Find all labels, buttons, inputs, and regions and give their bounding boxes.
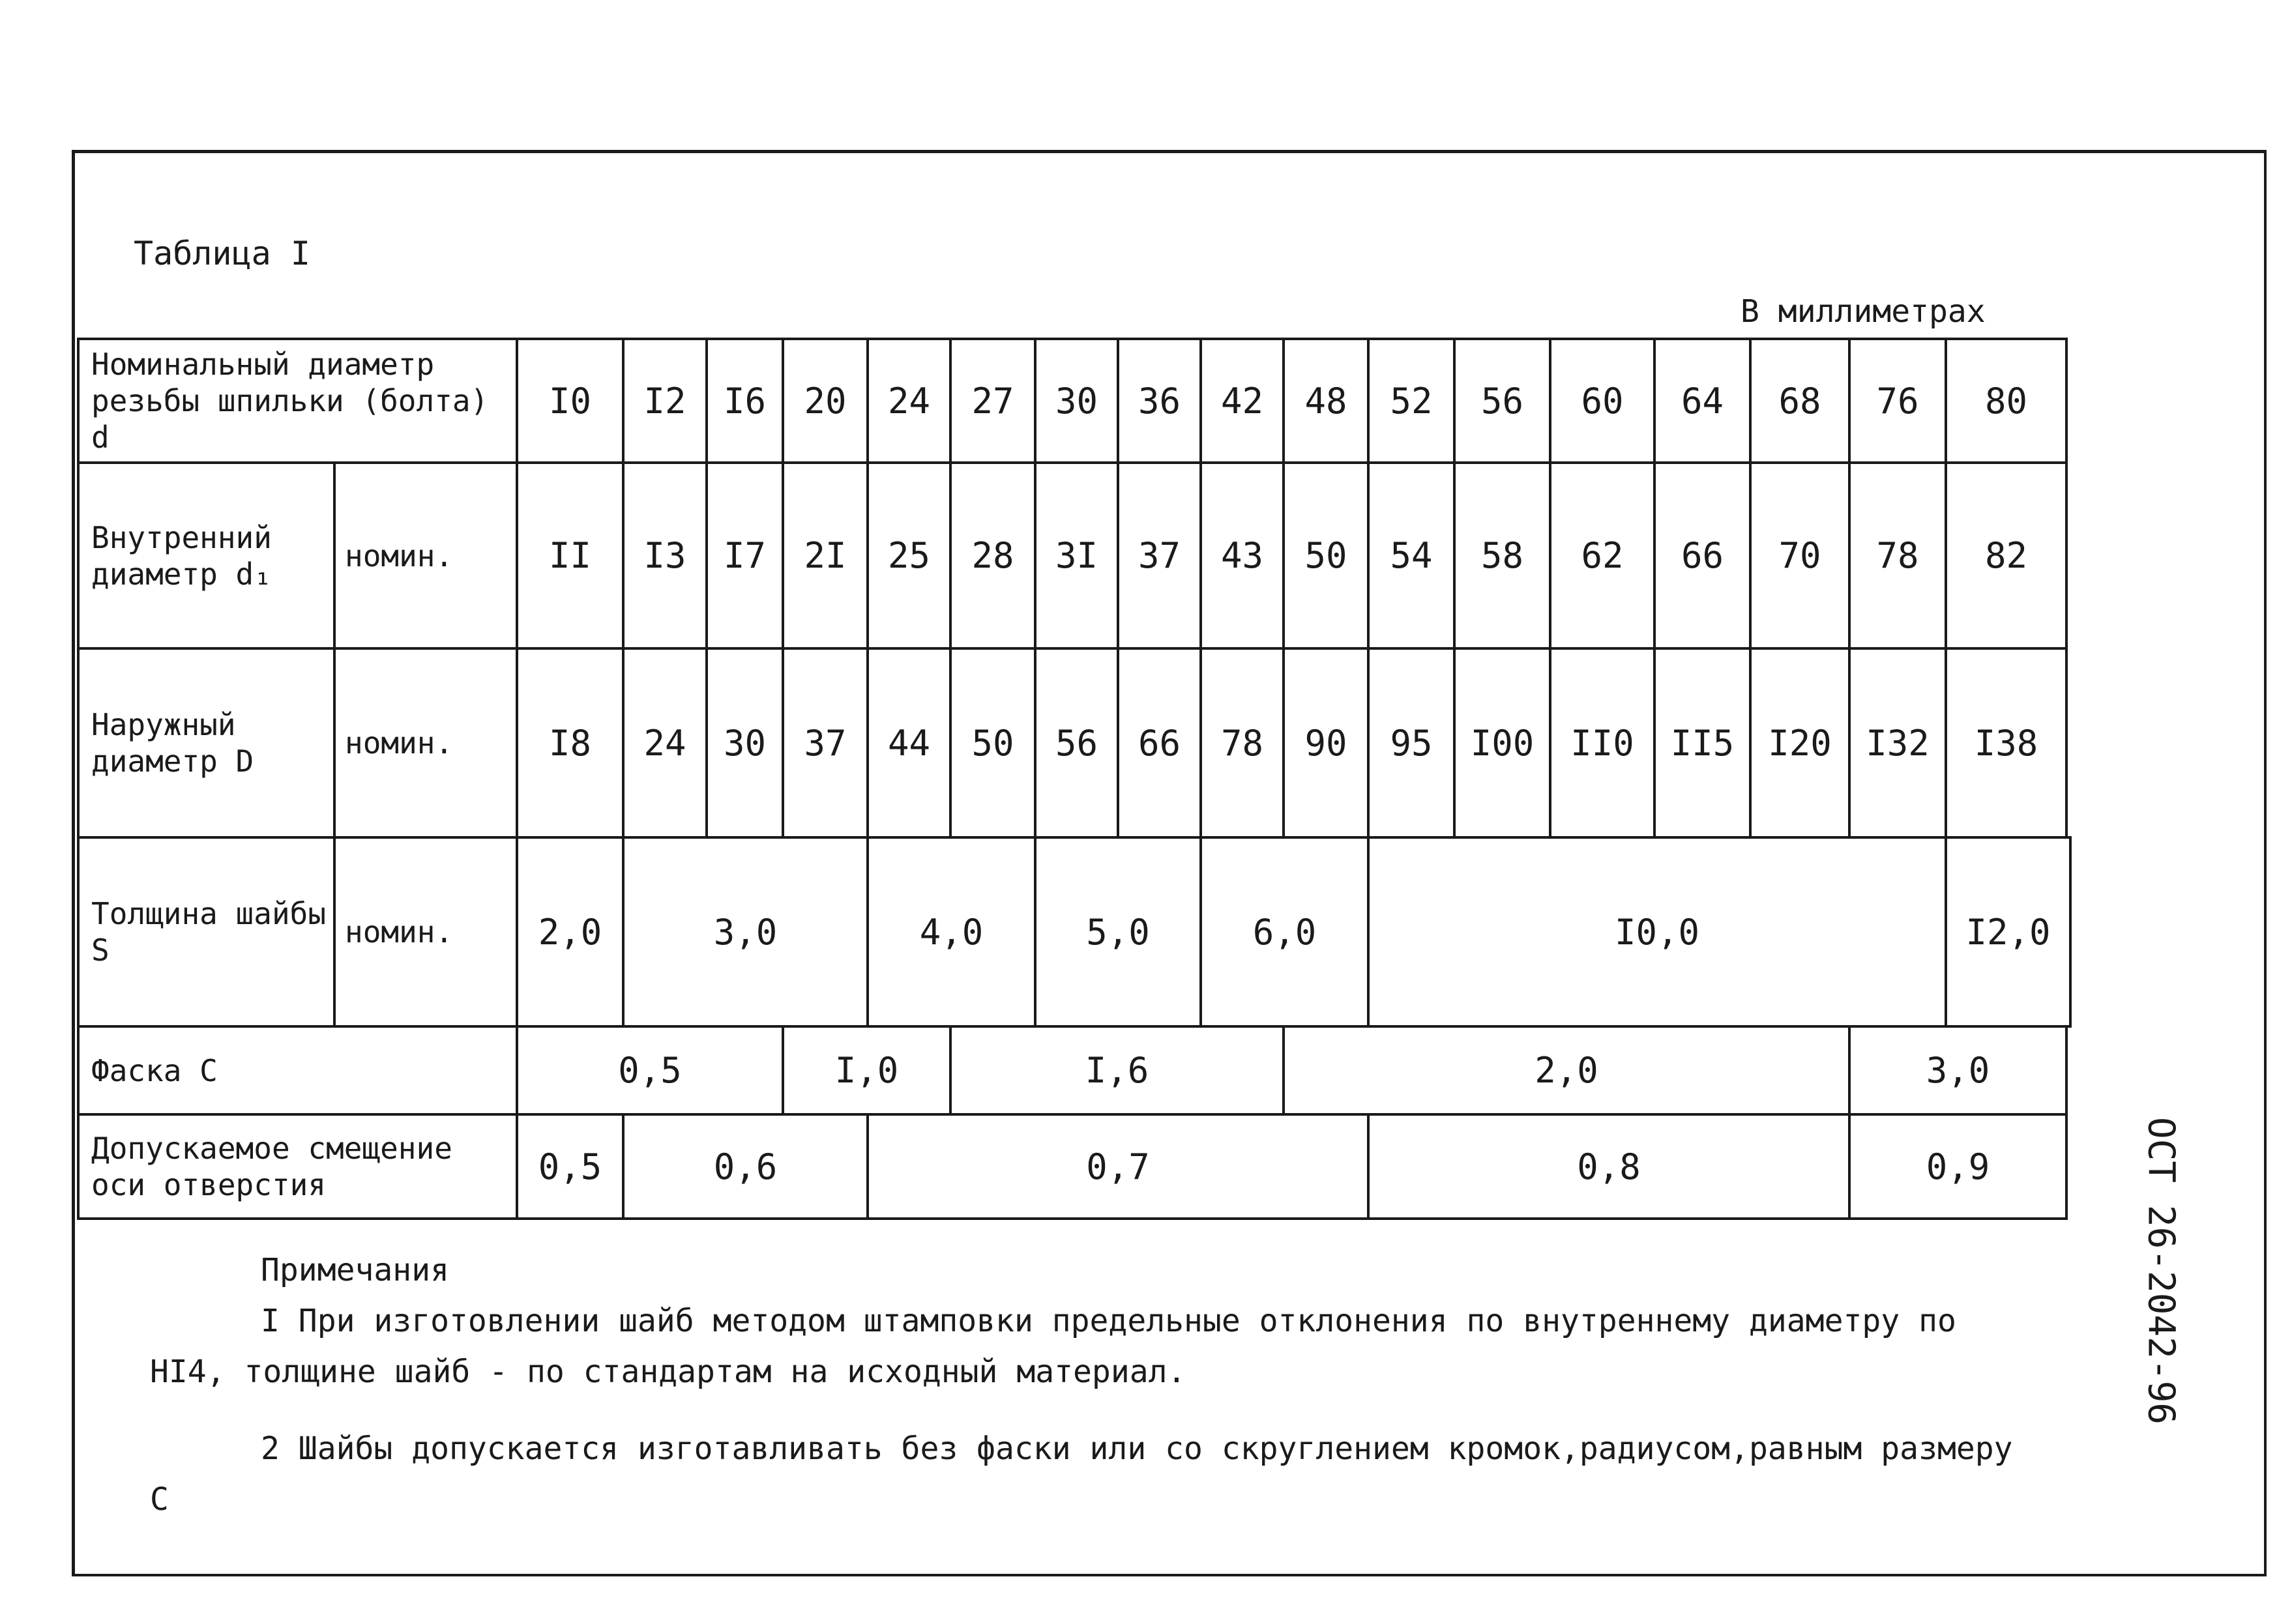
d-cell: 27 xyxy=(950,339,1035,463)
d1-cell: 58 xyxy=(1454,463,1550,648)
d-cell: I0 xyxy=(517,339,623,463)
D-cell: 50 xyxy=(950,648,1035,837)
D-cell: 30 xyxy=(707,648,783,837)
table-title: Таблица I xyxy=(134,235,310,272)
d-cell: I2 xyxy=(623,339,707,463)
d-cell: 42 xyxy=(1201,339,1284,463)
row-inner-diameter xyxy=(78,463,2070,648)
d-cell: 30 xyxy=(1035,339,1118,463)
D-cell: 78 xyxy=(1201,648,1284,837)
offset-cell: 0,8 xyxy=(1368,1114,1849,1219)
d-cell: 48 xyxy=(1284,339,1368,463)
d1-cell: 78 xyxy=(1849,463,1946,648)
label-chamfer: Фаска C xyxy=(78,1026,517,1114)
row-nominal-diameter xyxy=(78,339,2070,463)
D-cell: 66 xyxy=(1118,648,1201,837)
C-cell: 2,0 xyxy=(1284,1026,1849,1114)
D-cell: 56 xyxy=(1035,648,1118,837)
document-code xyxy=(2132,1116,2190,1425)
d1-cell: 70 xyxy=(1750,463,1849,648)
D-cell: 90 xyxy=(1284,648,1368,837)
D-cell: I38 xyxy=(1946,648,2066,837)
C-cell: I,6 xyxy=(950,1026,1284,1114)
d-cell: I6 xyxy=(707,339,783,463)
D-cell: I8 xyxy=(517,648,623,837)
S-cell: 2,0 xyxy=(517,837,623,1026)
note-1: I При изготовлении шайб методом штамповки предельные отклонения по внутреннему диаметру по HI4, толщине шайб - по стандартам на исходный материал. xyxy=(150,1303,1956,1390)
D-cell: I00 xyxy=(1454,648,1550,837)
S-cell: 5,0 xyxy=(1035,837,1201,1026)
sub-nominal: номин. xyxy=(334,648,517,837)
row-hole-offset xyxy=(78,1114,2070,1219)
D-cell: 37 xyxy=(783,648,868,837)
row-thickness xyxy=(78,837,2070,1026)
d-cell: 20 xyxy=(783,339,868,463)
d-cell: 36 xyxy=(1118,339,1201,463)
d1-cell: 25 xyxy=(868,463,950,648)
D-cell: 44 xyxy=(868,648,950,837)
sub-nominal: номин. xyxy=(334,463,517,648)
offset-cell: 0,9 xyxy=(1849,1114,2066,1219)
offset-cell: 0,6 xyxy=(623,1114,868,1219)
S-cell: 4,0 xyxy=(868,837,1035,1026)
d1-cell: 28 xyxy=(950,463,1035,648)
d1-cell: 62 xyxy=(1550,463,1654,648)
d1-cell: I7 xyxy=(707,463,783,648)
d-cell: 80 xyxy=(1946,339,2066,463)
units-label: В миллиметрах xyxy=(1741,293,1986,330)
d1-cell: II xyxy=(517,463,623,648)
D-cell: 95 xyxy=(1368,648,1454,837)
C-cell: 3,0 xyxy=(1849,1026,2066,1114)
d1-cell: 37 xyxy=(1118,463,1201,648)
D-cell: 24 xyxy=(623,648,707,837)
d1-cell: 43 xyxy=(1201,463,1284,648)
row-outer-diameter xyxy=(78,648,2070,837)
d-cell: 64 xyxy=(1654,339,1750,463)
S-cell: 6,0 xyxy=(1201,837,1368,1026)
D-cell: I32 xyxy=(1849,648,1946,837)
notes-section xyxy=(150,1245,2014,1525)
C-cell: I,0 xyxy=(783,1026,950,1114)
d-cell: 56 xyxy=(1454,339,1550,463)
d-cell: 68 xyxy=(1750,339,1849,463)
d-cell: 76 xyxy=(1849,339,1946,463)
d-cell: 24 xyxy=(868,339,950,463)
label-inner-diameter: Внутренний диаметр d₁ xyxy=(78,463,334,648)
note-2: 2 Шайбы допускается изготавливать без фаски или со скруглением кромок,радиусом,равным размеру C xyxy=(150,1430,2013,1518)
label-nominal-diameter: Номинальный диаметр резьбы шпильки (болта) d xyxy=(78,339,517,463)
d-cell: 60 xyxy=(1550,339,1654,463)
S-cell: I0,0 xyxy=(1368,837,1946,1026)
document-code-text: ОСТ 26-2042-96 xyxy=(2139,1116,2182,1425)
label-thickness: Толщина шайбы S xyxy=(78,837,334,1026)
d1-cell: 82 xyxy=(1946,463,2066,648)
d1-cell: 50 xyxy=(1284,463,1368,648)
D-cell: I20 xyxy=(1750,648,1849,837)
label-hole-offset: Допускаемое смещение оси отверстия xyxy=(78,1114,517,1219)
d-cell: 52 xyxy=(1368,339,1454,463)
offset-cell: 0,7 xyxy=(868,1114,1368,1219)
washer-dimensions-table xyxy=(77,338,2072,1220)
sub-nominal: номин. xyxy=(334,837,517,1026)
d1-cell: 54 xyxy=(1368,463,1454,648)
D-cell: II5 xyxy=(1654,648,1750,837)
row-chamfer xyxy=(78,1026,2070,1114)
d1-cell: 66 xyxy=(1654,463,1750,648)
S-cell: 3,0 xyxy=(623,837,868,1026)
label-outer-diameter: Наружный диаметр D xyxy=(78,648,334,837)
notes-heading: Примечания xyxy=(261,1252,449,1288)
offset-cell: 0,5 xyxy=(517,1114,623,1219)
d1-cell: 2I xyxy=(783,463,868,648)
d1-cell: 3I xyxy=(1035,463,1118,648)
D-cell: II0 xyxy=(1550,648,1654,837)
d1-cell: I3 xyxy=(623,463,707,648)
C-cell: 0,5 xyxy=(517,1026,783,1114)
S-cell: I2,0 xyxy=(1946,837,2070,1026)
